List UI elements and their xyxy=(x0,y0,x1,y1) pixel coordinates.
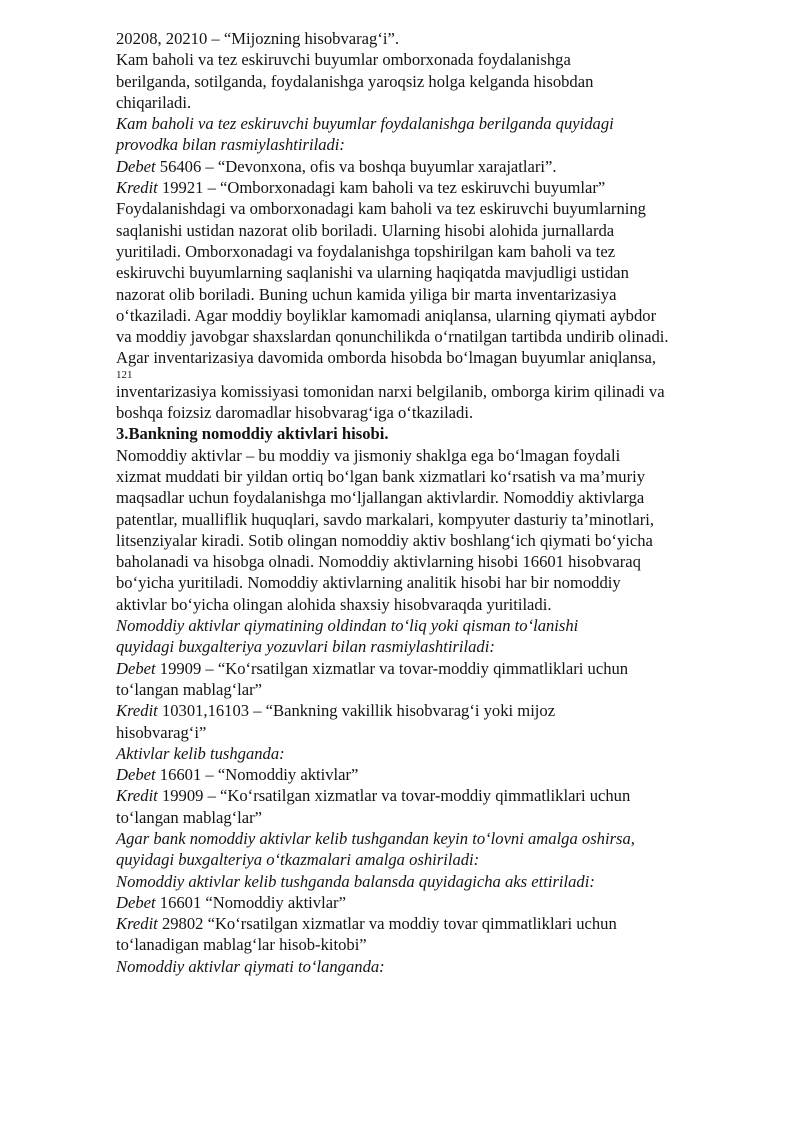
paragraph-line: berilganda, sotilganda, foydalanishga yaroqsiz holga kelganda hisobdan xyxy=(116,71,594,91)
italic-line: quyidagi buxgalteriya o‘tkazmalari amalga oshiriladi: xyxy=(116,850,480,870)
paragraph-line: Nomoddiy aktivlar – bu moddiy va jismoniy shaklga ega bo‘lmagan foydali xyxy=(116,445,621,465)
debit-entry xyxy=(116,156,756,177)
credit-text: 29802 “Ko‘rsatilgan xizmatlar va moddiy tovar qimmatliklari uchun xyxy=(157,914,617,934)
credit-entry xyxy=(116,177,756,198)
italic-line: Nomoddiy aktivlar qiymati to‘langanda: xyxy=(116,956,385,976)
debit-entry xyxy=(116,658,756,679)
paragraph-line: boshqa foizsiz daromadlar hisobvarag‘iga o‘tkaziladi. xyxy=(116,403,474,423)
credit-label: Kredit xyxy=(116,701,158,721)
credit-entry xyxy=(116,785,756,806)
italic-line: Nomoddiy aktivlar kelib tushganda balansda quyidagicha aks ettiriladi: xyxy=(116,871,595,891)
credit-label: Kredit xyxy=(116,178,158,198)
paragraph-line: aktivlar bo‘yicha olingan alohida shaxsiy hisobvaraqda yuritiladi. xyxy=(116,594,552,614)
paragraph-line: 20208, 20210 – “Mijozning hisobvarag‘i”. xyxy=(116,29,399,48)
paragraph-line: maqsadlar uchun foydalanishga mo‘ljallangan aktivlardir. Nomoddiy aktivlarga xyxy=(116,488,645,508)
credit-label: Kredit xyxy=(116,786,158,806)
paragraph-line: eskiruvchi buyumlarning saqlanishi va ularning haqiqatda mavjudligi ustidan xyxy=(116,263,629,283)
paragraph-line: saqlanishi ustidan nazorat olib boriladi. Ularning hisobi alohida jurnallarda xyxy=(116,220,615,240)
credit-text-cont: to‘langan mablag‘lar” xyxy=(116,807,263,827)
debit-text-cont: to‘langan mablag‘lar” xyxy=(116,679,263,699)
italic-line: Nomoddiy aktivlar qiymatining oldindan to‘liq yoki qisman to‘lanishi xyxy=(116,616,579,636)
credit-text: 19909 – “Ko‘rsatilgan xizmatlar va tovar-moddiy qimmatliklari uchun xyxy=(157,786,631,806)
credit-entry xyxy=(116,913,756,934)
paragraph-line: litsenziyalar kiradi. Sotib olingan nomoddiy aktiv boshlang‘ich qiymati bo‘yicha xyxy=(116,530,653,550)
italic-line: Aktivlar kelib tushganda: xyxy=(116,743,285,763)
paragraph-line: chiqariladi. xyxy=(116,92,192,112)
paragraph-line: xizmat muddati bir yildan ortiq bo‘lgan bank xizmatlari ko‘rsatish va ma’muriy xyxy=(116,466,646,486)
debit-text: 16601 “Nomoddiy aktivlar” xyxy=(155,892,346,912)
paragraph-line: nazorat olib boriladi. Buning uchun kamida yiliga bir marta inventarizasiya xyxy=(116,284,617,304)
credit-text-cont: to‘lanadigan mablag‘lar hisob-kitobi” xyxy=(116,935,367,955)
credit-label: Kredit xyxy=(116,914,158,934)
debit-text: 16601 – “Nomoddiy aktivlar” xyxy=(155,765,359,785)
italic-line: Agar bank nomoddiy aktivlar kelib tushgandan keyin to‘lovni amalga oshirsa, xyxy=(116,828,635,848)
paragraph-line: patentlar, mualliflik huquqlari, savdo markalari, kompyuter dasturiy ta’minotlari, xyxy=(116,509,655,529)
debit-label: Debet xyxy=(116,156,156,176)
page-number: 121 xyxy=(116,368,133,381)
debit-text: 19909 – “Ko‘rsatilgan xizmatlar va tovar-moddiy qimmatliklari uchun xyxy=(155,658,629,678)
paragraph-line: Agar inventarizasiya davomida omborda hisobda bo‘lmagan buyumlar aniqlansa, xyxy=(116,348,657,368)
debit-label: Debet xyxy=(116,892,156,912)
credit-text: 19921 – “Omborxonadagi kam baholi va tez eskiruvchi buyumlar” xyxy=(157,178,606,198)
section-heading: 3.Bankning nomoddiy aktivlari hisobi. xyxy=(116,424,389,444)
paragraph-line: va moddiy javobgar shaxslardan qonunchilikda o‘rnatilgan tartibda undirib olinadi. xyxy=(116,327,669,347)
paragraph-line: inventarizasiya komissiyasi tomonidan narxi belgilanib, omborga kirim qilinadi va xyxy=(116,381,665,401)
paragraph-line: bo‘yicha yuritiladi. Nomoddiy aktivlarning analitik hisobi har bir nomoddiy xyxy=(116,573,621,593)
debit-label: Debet xyxy=(116,658,156,678)
italic-line: provodka bilan rasmiylashtiriladi: xyxy=(116,135,345,155)
debit-entry xyxy=(116,764,756,785)
paragraph-line: o‘tkaziladi. Agar moddiy boyliklar kamomadi aniqlansa, ularning qiymati aybdor xyxy=(116,305,657,325)
debit-text: 56406 – “Devonxona, ofis va boshqa buyumlar xarajatlari”. xyxy=(155,156,557,176)
document-page xyxy=(116,28,756,977)
paragraph-line: Kam baholi va tez eskiruvchi buyumlar omborxonada foydalanishga xyxy=(116,50,571,70)
italic-line: Kam baholi va tez eskiruvchi buyumlar foydalanishga berilganda quyidagi xyxy=(116,114,614,134)
credit-entry xyxy=(116,700,756,721)
paragraph-line: Foydalanishdagi va omborxonadagi kam baholi va tez eskiruvchi buyumlarning xyxy=(116,199,646,219)
credit-text-cont: hisobvarag‘i” xyxy=(116,722,207,742)
paragraph-line: yuritiladi. Omborxonadagi va foydalanishga topshirilgan kam baholi va tez xyxy=(116,241,616,261)
credit-text: 10301,16103 – “Bankning vakillik hisobvarag‘i yoki mijoz xyxy=(157,701,556,721)
debit-entry xyxy=(116,892,756,913)
paragraph-line: baholanadi va hisobga olnadi. Nomoddiy aktivlarning hisobi 16601 hisobvaraq xyxy=(116,552,641,572)
debit-label: Debet xyxy=(116,765,156,785)
italic-line: quyidagi buxgalteriya yozuvlari bilan rasmiylashtiriladi: xyxy=(116,637,495,657)
